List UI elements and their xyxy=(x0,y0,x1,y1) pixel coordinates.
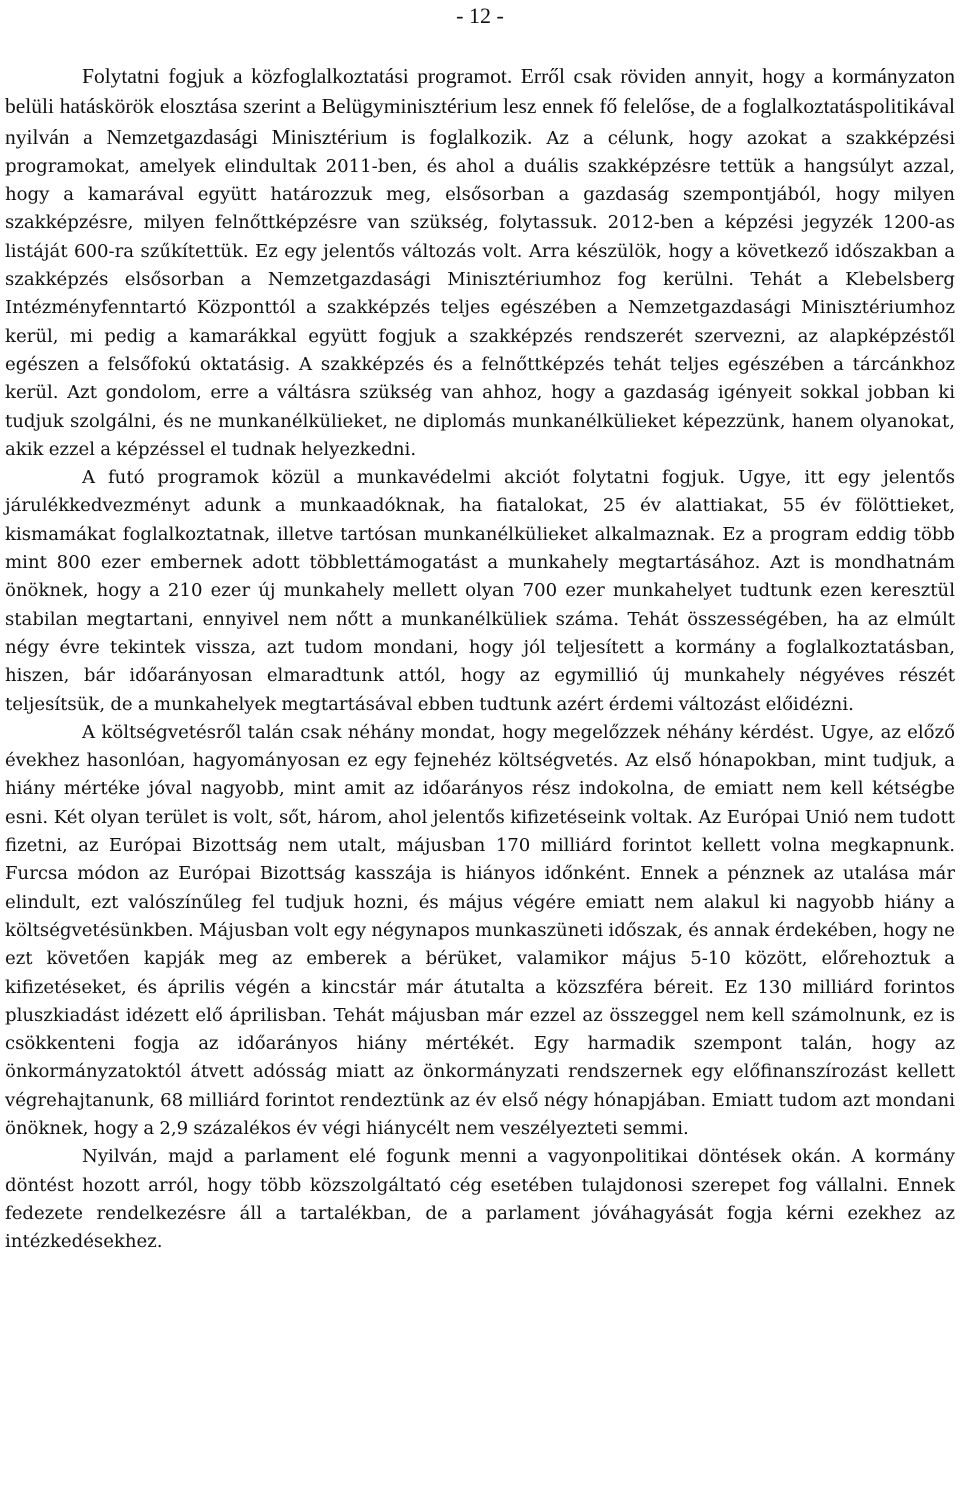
page-number: - 12 - xyxy=(456,3,504,28)
paragraph-1-lead: Folytatni fogjuk a közfoglalkoztatási programot. Erről csak röviden annyit, hogy a kormányzaton belüli hatáskörök elosztása szerint a Belügyminisztérium lesz ennek fő felelőse, de a foglalkoztatáspolitikával nyilván a Nemzetgazdasági Minisztérium is foglalkozik. xyxy=(5,64,955,149)
paragraph-4: Nyilván, majd a parlament elé fogunk menni a vagyonpolitikai döntések okán. A kormány döntést hozott arról, hogy több közszolgáltató cég esetében tulajdonosi szerepet fog vállalni. Ennek fedezete rendelkezésre áll a tartalékban, de a parlament jóváhagyását fogja kérni ezekhez az intézkedésekhez. xyxy=(5,1146,955,1253)
paragraph-1-text: Az a célunk, hogy azokat a szakképzési programokat, amelyek elindultak 2011-ben, és ahol a duális szakképzésre tettük a hangsúlyt azzal, hogy a kamarával együtt határozzuk meg, elsősorban a gazdaság szempontjából, hogy milyen szakképzésre, milyen felnőttképzésre van szükség, folytassuk. 2012-ben a képzési jegyzék 1200-as listáját 600-ra szűkítettük. Ez egy jelentős változás volt. Arra készülök, hogy a következő időszakban a szakképzés elsősorban a Nemzetgazdasági Minisztériumhoz fog kerülni. Tehát a Klebelsberg Intézményfenntartó Központtól a szakképzés teljes egészében a Nemzetgazdasági Minisztériumhoz kerül, mi pedig a kamarákkal együtt fogjuk a szakképzés rendszerét szervezni, az alapképzéstől egészen a felsőfokú oktatásig. A szakképzés és a felnőttképzés tehát teljes egészében a tárcánkhoz kerül. Azt gondolom, erre a váltásra szükség van ahhoz, hogy a gazdaság igényeit sokkal jobban ki tudjuk szolgálni, és ne munkanélkülieket, ne diplomás munkanélkülieket képezzünk, hanem olyanokat, akik ezzel a képzéssel el tudnak helyezkedni. xyxy=(5,127,955,460)
paragraph-2: A futó programok közül a munkavédelmi akciót folytatni fogjuk. Ugye, itt egy jelentős járulékkedvezményt adunk a munkaadóknak, ha fiatalokat, 25 év alattiakat, 55 év fölöttieket, kismamákat foglalkoztatnak, illetve tartósan munkanélkülieket alkalmaznak. Ez a program eddig több mint 800 ezer embernek adott többlettámogatást a munkahely megtartásához. Azt is mondhatnám önöknek, hogy a 210 ezer új munkahely mellett olyan 700 ezer munkahelyet tudtunk ezen keresztül stabilan megtartani, ennyivel nem nőtt a munkanélküliek száma. Tehát összességében, ha az elmúlt négy évre tekintek vissza, azt tudom mondani, hogy jól teljesített a kormány a foglalkoztatásban, hiszen, bár időarányosan elmaradtunk attól, hogy az egymillió új munkahely négyéves részét teljesítsük, de a munkahelyek megtartásával ebben tudtunk azért érdemi változást előidézni. xyxy=(5,467,955,715)
paragraph-3: A költségvetésről talán csak néhány mondat, hogy megelőzzek néhány kérdést. Ugye, az előző évekhez hasonlóan, hagyományosan ez egy fejnehéz költségvetés. Az első hónapokban, mint tudjuk, a hiány mértéke jóval nagyobb, mint amit az időarányos rész indokolna, de emiatt nem kell kétségbe esni. Két olyan terület is volt, sőt, három, ahol jelentős kifizetéseink voltak. Az Európai Unió nem tudott fizetni, az Európai Bizottság nem utalt, májusban 170 milliárd forintot kellett volna megkapnunk. Furcsa módon az Európai Bizottság kasszája is hiányos időnként. Ennek a pénznek az utalása már elindult, ezt valószínűleg fel tudjuk hozni, és május végére emiatt nem alakul ki nagyobb hiány a költségvetésünkben. Májusban volt egy négynapos munkaszüneti időszak, és annak érdekében, hogy ne ezt követően kapják meg az emberek a bérüket, valamikor május 5-10 között, előrehoztuk a kifizetéseket, és április végén a kincstár már átutalta a közszféra béreit. Ez 130 milliárd forintos pluszkiadást idézett elő áprilisban. Tehát májusban már ezzel az összeggel nem kell számolnunk, ez is csökkenteni fogja az időarányos hiány mértékét. Egy harmadik szempont talán, hogy az önkormányzatoktól átvett adósság miatt az önkormányzati rendszernek egy előfinanszírozást kellett végrehajtanunk, 68 milliárd forintot rendeztünk az év első négy hónapjában. Emiatt tudom azt mondani önöknek, hogy a 2,9 százalékos év végi hiánycélt nem veszélyezteti semmi. xyxy=(5,721,955,1139)
paragraph-1 xyxy=(5,62,955,464)
document-body xyxy=(5,62,955,1256)
